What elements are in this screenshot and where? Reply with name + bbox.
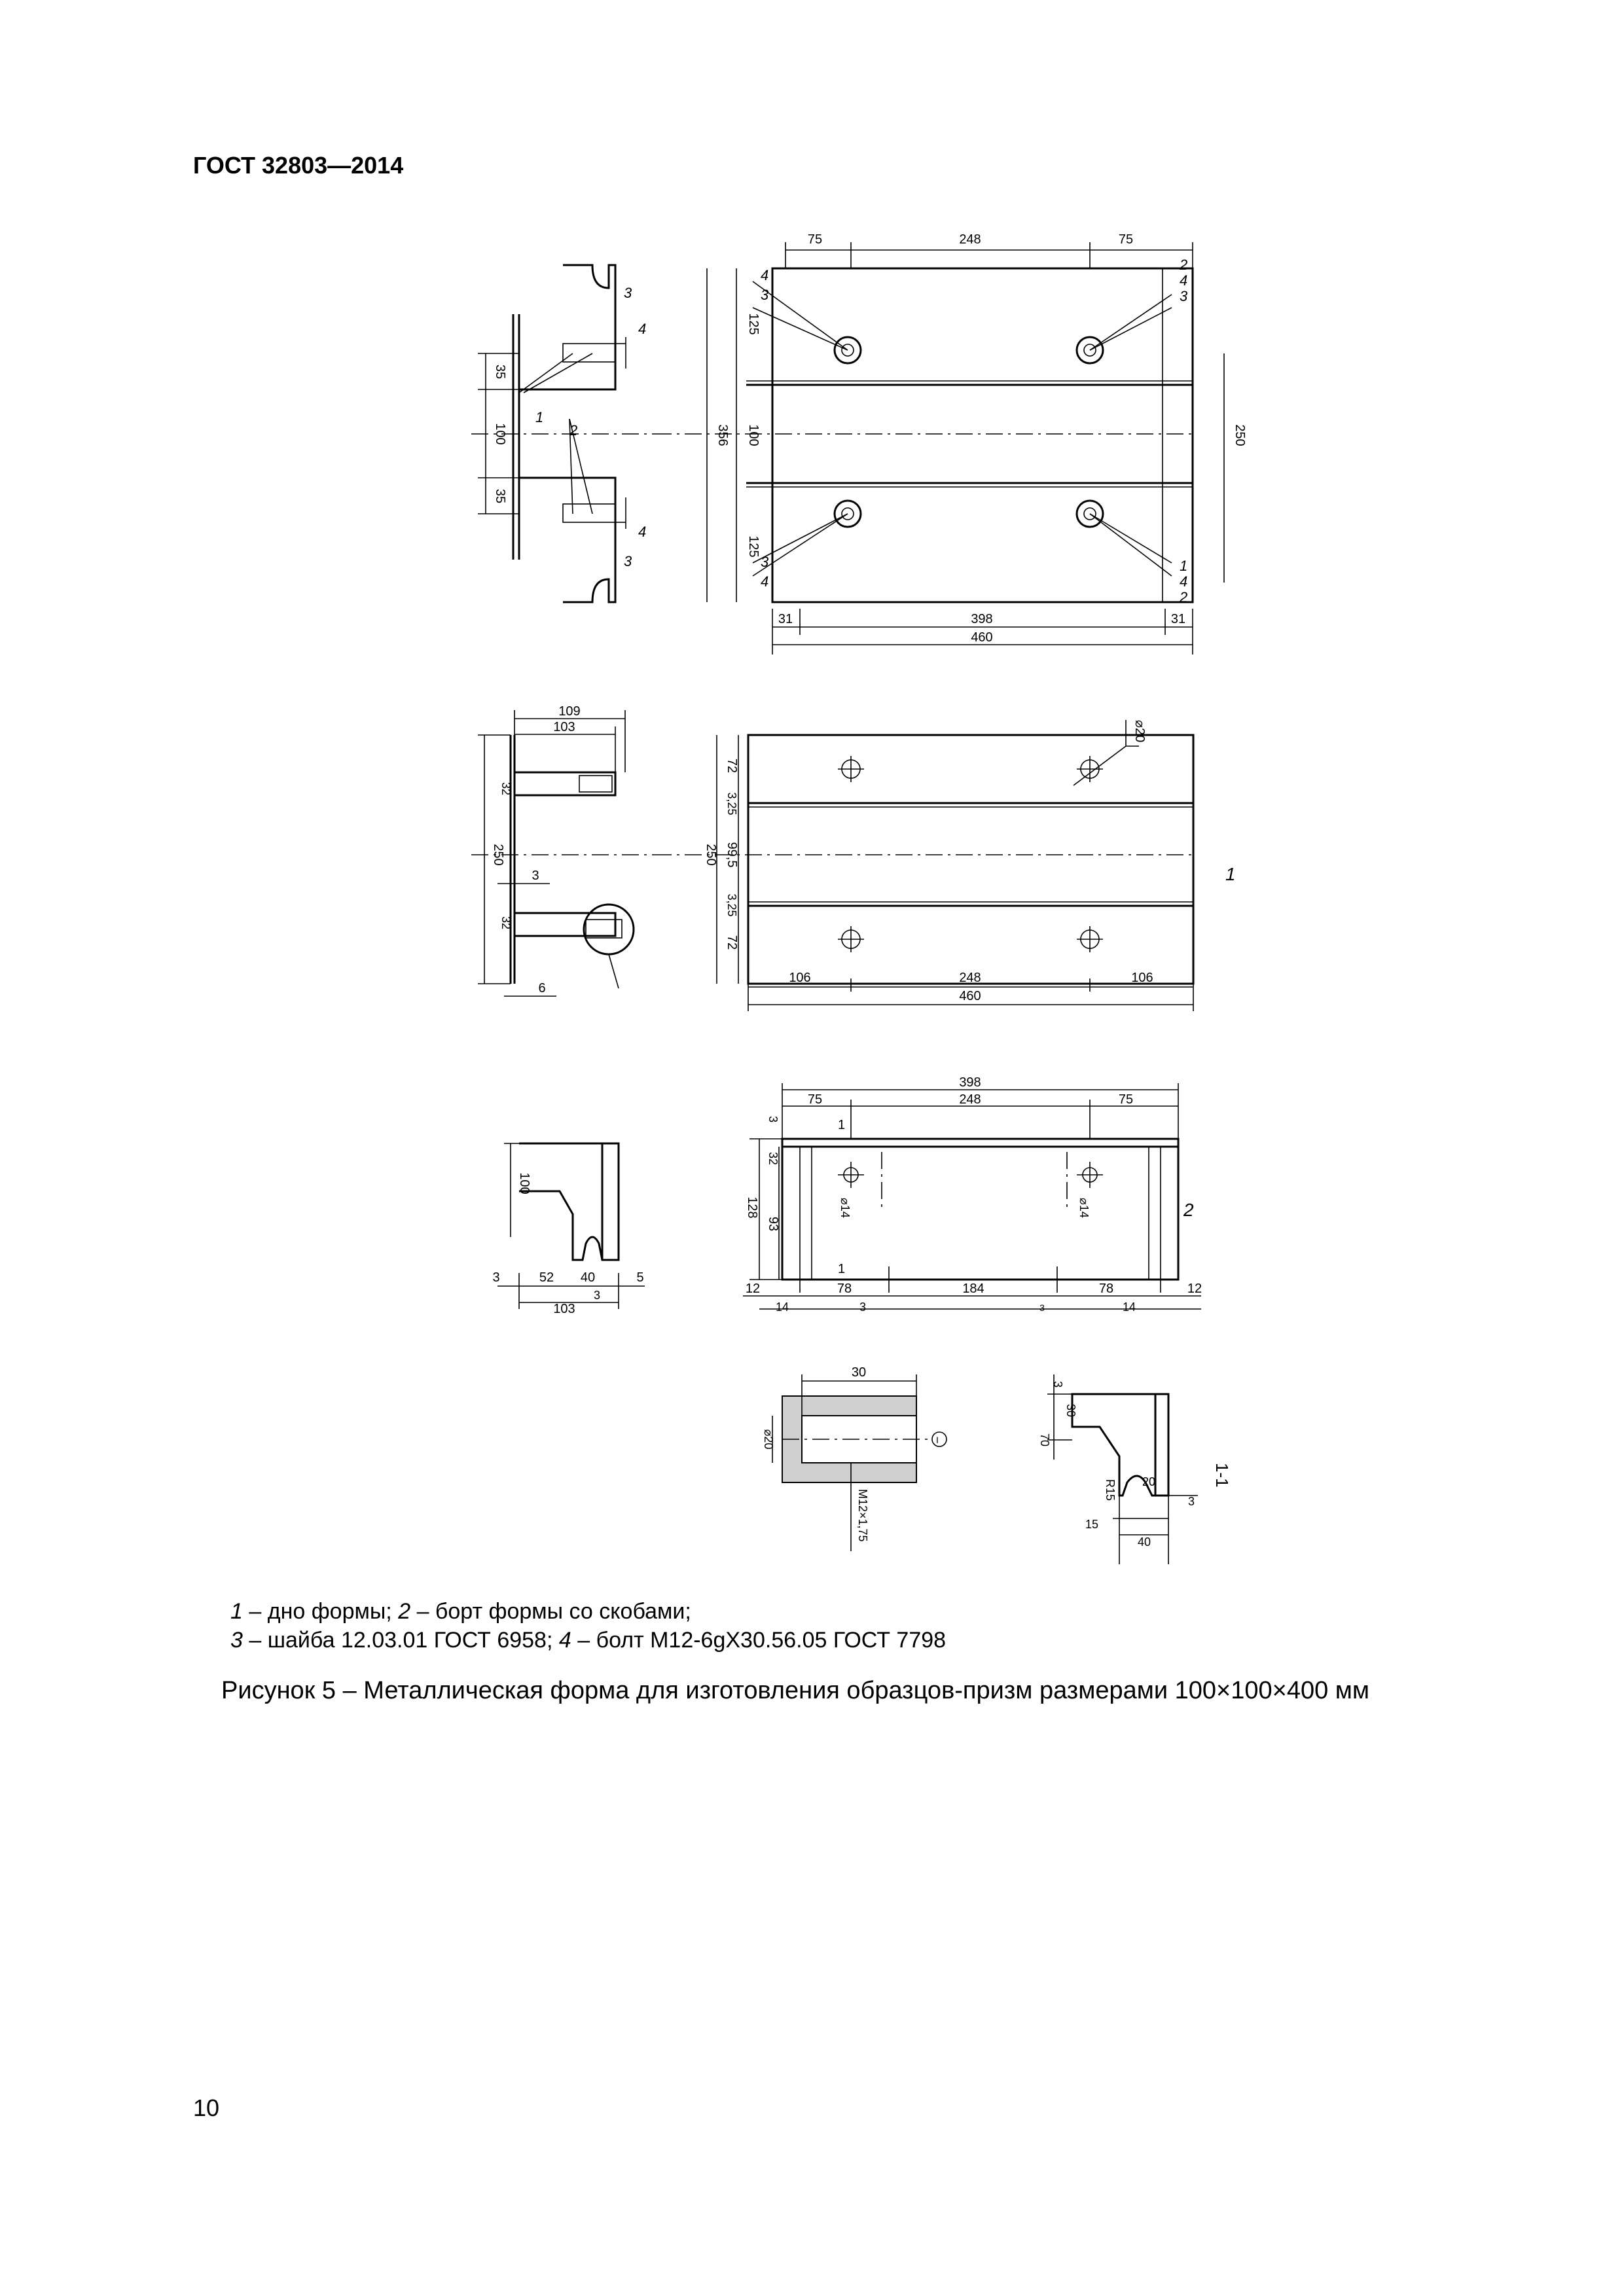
dim-text: 250 — [491, 844, 505, 866]
dim-text: 70 — [1038, 1433, 1051, 1447]
dim-text: 93 — [766, 1216, 780, 1232]
callout-number: 3 — [761, 554, 769, 570]
dim-text: 32 — [767, 1151, 780, 1166]
callout-number: 2 — [1183, 1200, 1194, 1220]
dim-text: 72 — [725, 758, 739, 774]
dim-text: R15 — [1104, 1479, 1117, 1501]
dim-text: 398 — [959, 1075, 981, 1090]
view-3-board — [743, 1075, 1202, 1314]
dim-text: 12 — [1187, 1282, 1202, 1296]
dim-text: 3 — [1051, 1380, 1064, 1388]
callout-number: 2 — [569, 422, 578, 439]
dim-text: 106 — [1131, 971, 1153, 985]
dim-text: 78 — [837, 1282, 852, 1296]
callout-number: 3 — [624, 285, 632, 301]
dim-text: 32 — [499, 781, 513, 796]
dim-text: 75 — [1118, 232, 1134, 247]
dim-text: ⌀20 — [762, 1429, 775, 1450]
dim-text: 5 — [636, 1270, 644, 1285]
dim-text: 184 — [962, 1282, 984, 1296]
dim-text: 15 — [1085, 1518, 1099, 1531]
callout-number: 4 — [1180, 272, 1188, 289]
dim-text: 248 — [959, 1092, 981, 1107]
figure-caption: Рисунок 5 – Металлическая форма для изготовления образцов-призм размерами 100×100×400 мм — [221, 1677, 1370, 1704]
dim-text: 128 — [745, 1196, 759, 1219]
dim-text: 12 — [745, 1282, 761, 1296]
view-4-detail — [762, 1365, 947, 1551]
legend-number: 2 — [398, 1599, 411, 1624]
dim-text: ⌀14 — [1077, 1198, 1091, 1218]
dim-text: 32 — [499, 916, 513, 930]
dim-text: 3,25 — [725, 792, 738, 816]
dim-text: 78 — [1098, 1282, 1114, 1296]
dim-text: 75 — [1118, 1092, 1134, 1107]
dim-text: 35 — [493, 364, 507, 380]
dim-text: 250 — [704, 844, 718, 866]
dim-text: 125 — [746, 535, 761, 558]
dim-text: 31 — [1170, 612, 1186, 626]
dim-text: 3 — [492, 1270, 500, 1285]
dim-text: 106 — [789, 971, 811, 985]
dim-text: 72 — [725, 935, 739, 950]
dim-text: 99,5 — [725, 842, 739, 868]
section-marker: I — [936, 1435, 939, 1445]
dim-text: 103 — [553, 1302, 575, 1316]
view-2-side — [471, 704, 655, 996]
dim-text: 30 — [851, 1365, 867, 1380]
dim-text: M12×1,75 — [856, 1489, 869, 1542]
dim-text: 3 — [593, 1289, 601, 1302]
dim-text: ⌀14 — [839, 1198, 852, 1218]
legend-text: – дно формы; — [242, 1599, 399, 1624]
dim-text: 125 — [746, 313, 761, 335]
dim-text: 3 — [767, 1115, 780, 1123]
view-5-section — [1038, 1374, 1232, 1564]
dim-text: 356 — [715, 424, 730, 446]
legend-line — [230, 1597, 946, 1626]
dim-text: 103 — [553, 720, 575, 734]
dim-text: 248 — [959, 971, 981, 985]
dim-text: 14 — [1122, 1300, 1136, 1314]
dim-text: 20 — [1142, 1475, 1156, 1488]
callout-number: 2 — [1180, 589, 1188, 605]
callout-number: 4 — [761, 573, 769, 590]
dim-text: 100 — [517, 1172, 532, 1194]
callout-number: 3 — [1180, 288, 1188, 304]
dim-text: 30 — [1064, 1403, 1077, 1418]
dim-text: 250 — [1233, 424, 1247, 446]
dim-text: 3 — [859, 1300, 867, 1314]
callout-number: 4 — [638, 524, 647, 540]
section-marker: 1 — [838, 1262, 846, 1276]
legend-text: – болт М12-6gX30.56.05 ГОСТ 7798 — [571, 1628, 947, 1653]
legend-line — [230, 1626, 946, 1655]
callout-number: 2 — [1180, 257, 1188, 273]
dim-text: ⌀20 — [1132, 720, 1147, 743]
callout-number: 4 — [761, 267, 769, 283]
dim-text: 3 — [1187, 1495, 1195, 1508]
dim-text: 75 — [807, 232, 823, 247]
dim-text: 3 — [532, 869, 539, 883]
callout-number: 1 — [1225, 864, 1236, 884]
dim-text: 460 — [971, 630, 993, 645]
callout-number: 1 — [1180, 558, 1188, 574]
dim-text: 3 — [1039, 1302, 1045, 1313]
section-marker: 1 — [838, 1118, 846, 1132]
dim-text: 248 — [959, 232, 981, 247]
dim-text: 75 — [807, 1092, 823, 1107]
dim-text: 6 — [538, 981, 546, 996]
section-label: 1-1 — [1212, 1463, 1232, 1488]
dim-text: 14 — [775, 1300, 789, 1314]
dim-text: 35 — [493, 488, 507, 504]
view-2-plan — [655, 720, 1236, 1011]
view-1-plan — [655, 232, 1247, 655]
dim-text: 100 — [493, 423, 507, 445]
dim-text: 109 — [558, 704, 581, 719]
dim-text: 3,25 — [725, 893, 738, 917]
legend-number: 3 — [230, 1628, 243, 1653]
legend-text: – борт формы со скобами; — [410, 1599, 691, 1624]
dim-text: 398 — [971, 612, 993, 626]
dim-text: 31 — [778, 612, 793, 626]
figure-legend — [230, 1597, 946, 1655]
document-header: ГОСТ 32803—2014 — [193, 152, 404, 179]
legend-number: 4 — [558, 1628, 571, 1653]
page-number: 10 — [193, 2094, 220, 2121]
dim-text: 460 — [959, 989, 981, 1003]
dim-text: 100 — [746, 424, 761, 446]
dim-text: 40 — [580, 1270, 596, 1285]
callout-number: 3 — [761, 287, 769, 303]
dim-text: 40 — [1137, 1535, 1151, 1549]
callout-number: 1 — [535, 409, 544, 425]
view-1-side — [471, 265, 655, 602]
legend-text: – шайба 12.03.01 ГОСТ 6958; — [242, 1628, 559, 1653]
dim-text: 52 — [539, 1270, 554, 1285]
callout-number: 4 — [638, 321, 647, 337]
callout-number: 4 — [1180, 573, 1188, 590]
legend-number: 1 — [230, 1599, 243, 1624]
callout-number: 3 — [624, 553, 632, 569]
view-3-bracket — [492, 1143, 645, 1316]
